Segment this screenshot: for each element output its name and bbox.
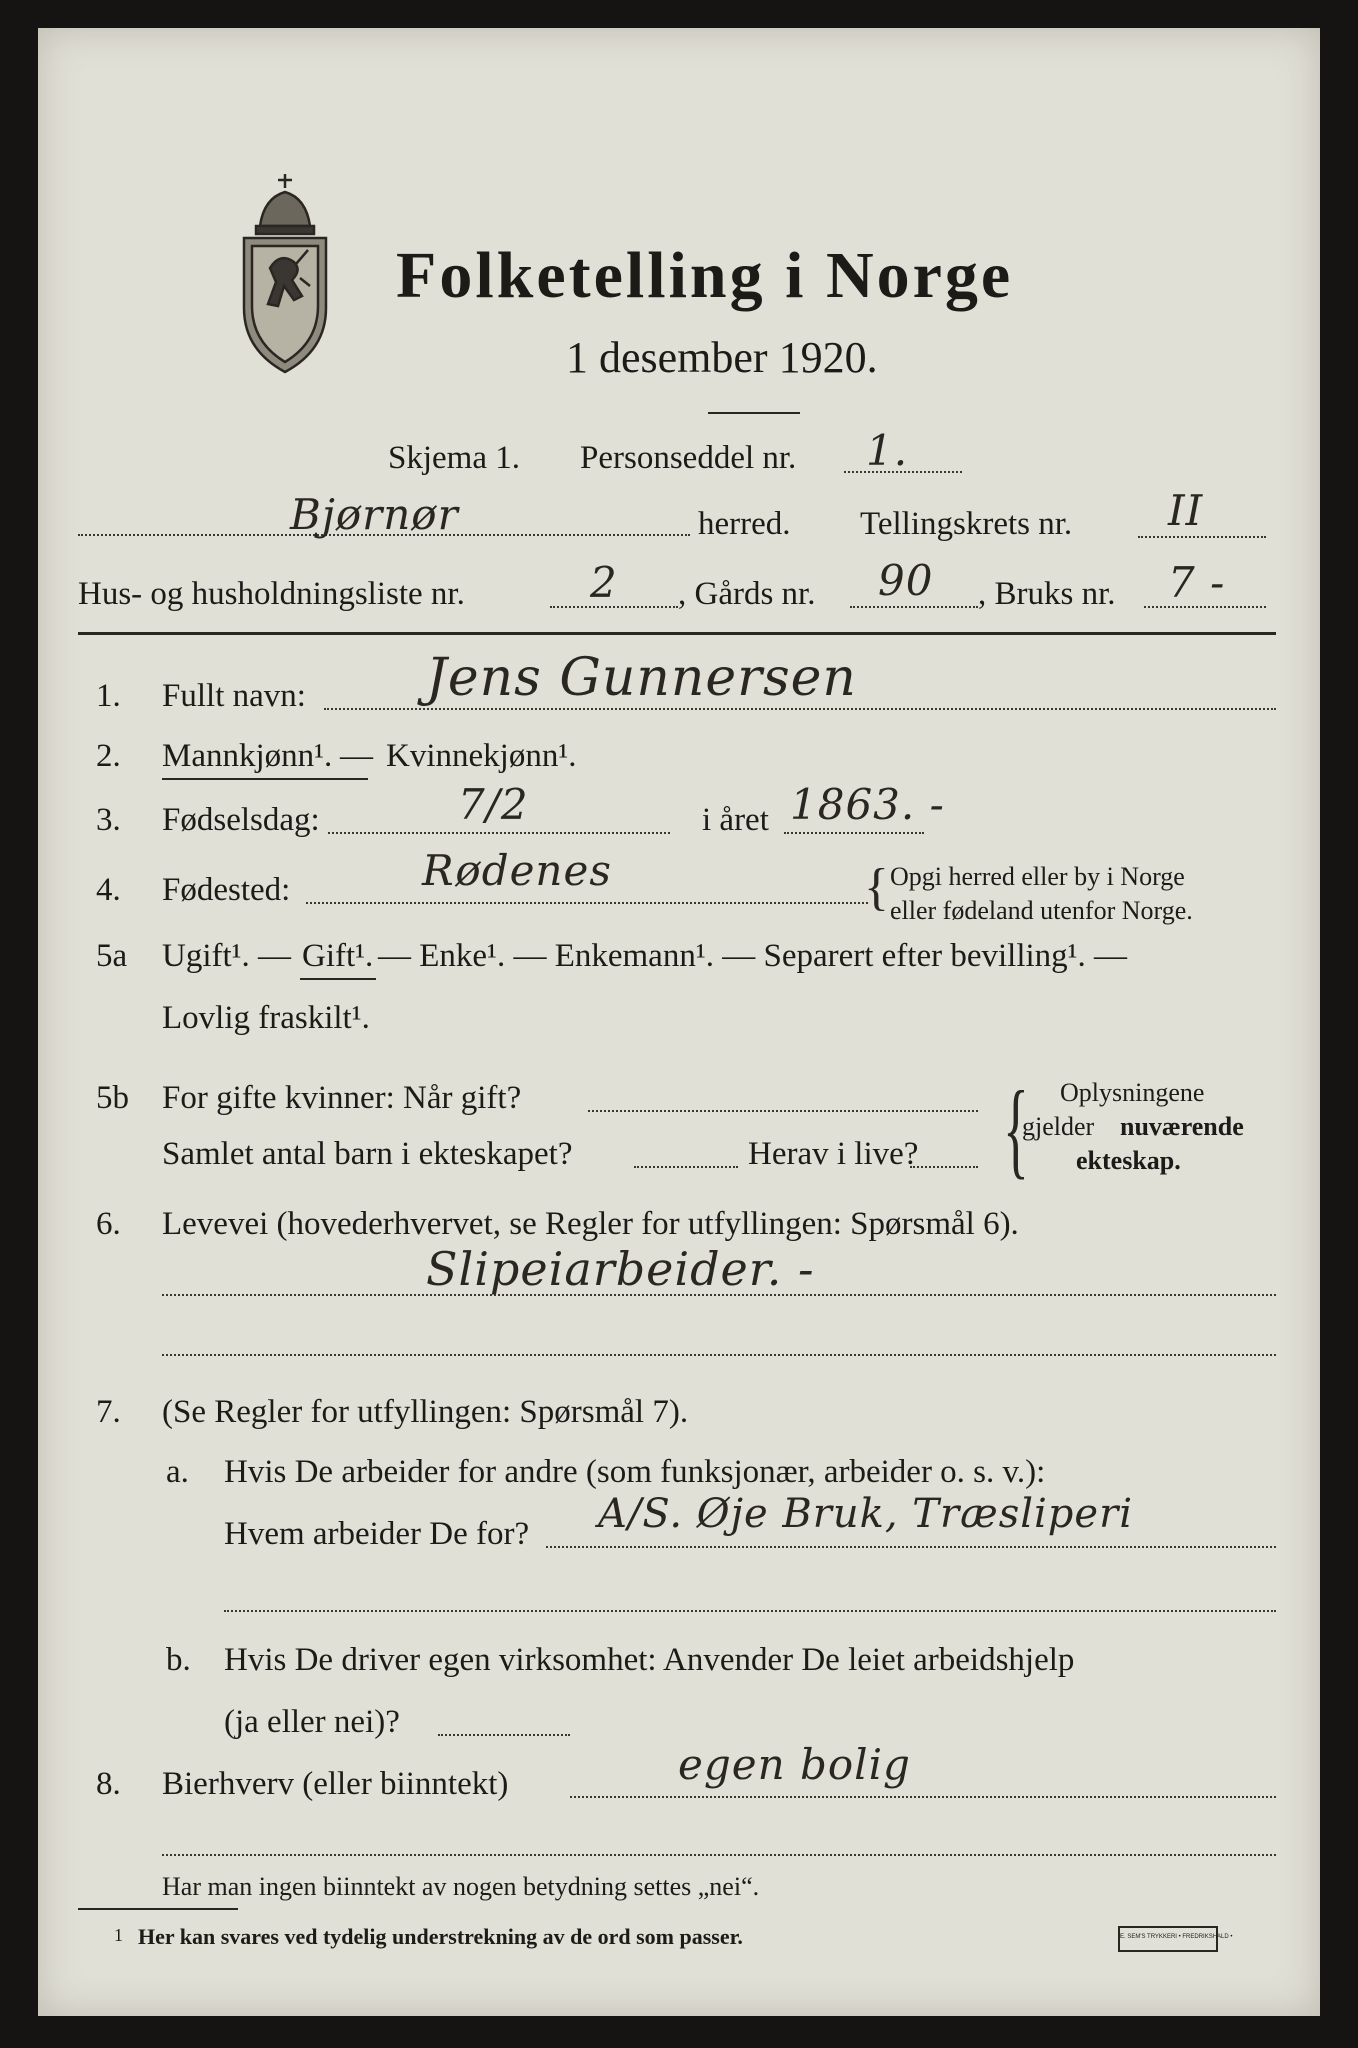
personseddel-label: Personseddel nr. bbox=[580, 440, 797, 476]
q4-note-line2: eller fødeland utenfor Norge. bbox=[890, 896, 1193, 925]
q7a-line2: Hvem arbeider De for? bbox=[224, 1516, 530, 1552]
q7-label: (Se Regler for utfyllingen: Spørsmål 7). bbox=[162, 1394, 689, 1430]
hired-help-field[interactable] bbox=[438, 1734, 570, 1736]
footnote-text: Her kan svares ved tydelig understrekning av de ord som passer. bbox=[138, 1924, 743, 1949]
q5a-ugift-option[interactable]: Ugift¹. — bbox=[162, 938, 292, 974]
q8-number: 8. bbox=[96, 1766, 121, 1802]
bruks-value: 7 - bbox=[1168, 558, 1226, 607]
gards-value: 90 bbox=[878, 556, 934, 605]
q6-label: Levevei (hovederhvervet, se Regler for utfyllingen: Spørsmål 6). bbox=[162, 1206, 1019, 1242]
employer-field-2[interactable] bbox=[224, 1610, 1276, 1612]
q4-note-line1: Opgi herred eller by i Norge bbox=[890, 862, 1185, 891]
q5b-note-line1: Oplysningene bbox=[1060, 1078, 1205, 1107]
q5a-gift-option[interactable]: Gift¹. bbox=[302, 938, 374, 974]
q4-label: Fødested: bbox=[162, 872, 291, 908]
coat-of-arms-icon bbox=[230, 168, 340, 378]
children-alive-field[interactable] bbox=[910, 1166, 978, 1168]
q4-number: 4. bbox=[96, 872, 121, 908]
tellingskrets-field[interactable] bbox=[1138, 536, 1266, 538]
birth-year-value: 1863. - bbox=[790, 780, 945, 829]
birthday-value: 7/2 bbox=[458, 780, 529, 829]
side-income-field-1[interactable] bbox=[570, 1796, 1276, 1798]
full-name-value: Jens Gunnersen bbox=[426, 648, 857, 708]
q7b-line1: Hvis De driver egen virksomhet: Anvender De leiet arbeidshjelp bbox=[224, 1642, 1075, 1678]
form-title: Folketelling i Norge bbox=[396, 239, 1014, 312]
q3-label: Fødselsdag: bbox=[162, 802, 320, 838]
footer-note: Har man ingen biinntekt av nogen betydning settes „nei“. bbox=[162, 1872, 760, 1901]
q2-mann-option[interactable]: Mannkjønn¹. bbox=[162, 738, 333, 774]
employer-value: A/S. Øje Bruk, Træsliperi bbox=[598, 1491, 1133, 1537]
employer-field-1[interactable] bbox=[546, 1546, 1276, 1548]
personseddel-value: 1. bbox=[866, 426, 909, 475]
q2-kvinne-option[interactable]: Kvinnekjønn¹. bbox=[386, 738, 577, 774]
q5a-number: 5a bbox=[96, 938, 128, 974]
q2-number: 2. bbox=[96, 738, 121, 774]
q7b-line2: (ja eller nei)? bbox=[224, 1704, 400, 1740]
q5a-gift-underline bbox=[300, 978, 376, 980]
q5b-number: 5b bbox=[96, 1080, 129, 1116]
q5a-other-options[interactable]: — Enke¹. — Enkemann¹. — Separert efter bevilling¹. — bbox=[378, 938, 1128, 974]
footnote-number: 1 bbox=[114, 1925, 123, 1945]
gards-label: , Gårds nr. bbox=[678, 576, 816, 612]
q3-number: 3. bbox=[96, 802, 121, 838]
header-divider bbox=[78, 632, 1276, 635]
married-date-field[interactable] bbox=[588, 1110, 978, 1112]
husliste-label: Hus- og husholdningsliste nr. bbox=[78, 576, 465, 612]
q6-number: 6. bbox=[96, 1206, 121, 1242]
bruks-label: , Bruks nr. bbox=[978, 576, 1116, 612]
q1-label: Fullt navn: bbox=[162, 678, 306, 714]
q4-brace: { bbox=[864, 859, 889, 916]
q5b-note-line2b: nuværende bbox=[1120, 1112, 1244, 1141]
q2-separator: — bbox=[340, 738, 373, 774]
q2-mann-underline bbox=[162, 778, 368, 780]
full-name-field[interactable] bbox=[324, 708, 1276, 710]
printer-stamp bbox=[1118, 1926, 1233, 1952]
side-income-value: egen bolig bbox=[678, 1740, 911, 1789]
q7a-letter: a. bbox=[166, 1454, 189, 1490]
q8-label: Bierhverv (eller biinntekt) bbox=[162, 1766, 509, 1802]
herred-value: Bjørnør bbox=[290, 490, 459, 539]
birth-year-field[interactable] bbox=[784, 832, 924, 834]
q7-number: 7. bbox=[96, 1394, 121, 1430]
q3-year-label: i året bbox=[702, 802, 769, 838]
census-date: 1 desember 1920. bbox=[566, 333, 878, 382]
q1-number: 1. bbox=[96, 678, 121, 714]
census-form-sheet bbox=[38, 28, 1320, 2016]
footnote-rule bbox=[78, 1908, 238, 1910]
q5b-children-label: Samlet antal barn i ekteskapet? bbox=[162, 1136, 573, 1172]
printer-stamp-text: E. SEM'S TRYKKERI • FREDRIKSHALD • bbox=[1120, 1934, 1233, 1940]
tellingskrets-label: Tellingskrets nr. bbox=[860, 506, 1073, 542]
birthplace-value: Rødenes bbox=[422, 846, 612, 895]
skjema-label: Skjema 1. bbox=[388, 440, 520, 476]
gards-field[interactable] bbox=[850, 606, 978, 608]
tellingskrets-value: II bbox=[1168, 486, 1204, 535]
occupation-value: Slipeiarbeider. - bbox=[426, 1242, 815, 1296]
q5b-alive-label: Herav i live? bbox=[748, 1136, 919, 1172]
occupation-field-2[interactable] bbox=[162, 1354, 1276, 1356]
husliste-value: 2 bbox=[590, 558, 618, 607]
birthplace-field[interactable] bbox=[306, 902, 868, 904]
q5b-note-line3: ekteskap. bbox=[1076, 1146, 1181, 1175]
q5b-note-line2a: gjelder bbox=[1022, 1112, 1095, 1141]
q7a-line1: Hvis De arbeider for andre (som funksjonær, arbeider o. s. v.): bbox=[224, 1454, 1046, 1490]
q5a-fraskilt-option[interactable]: Lovlig fraskilt¹. bbox=[162, 1000, 370, 1036]
herred-label: herred. bbox=[698, 506, 791, 542]
side-income-field-2[interactable] bbox=[162, 1854, 1276, 1856]
birthday-field[interactable] bbox=[328, 832, 670, 834]
title-divider bbox=[708, 412, 800, 414]
children-count-field[interactable] bbox=[634, 1166, 738, 1168]
q5b-brace: { bbox=[1002, 1070, 1029, 1189]
q5b-line1: For gifte kvinner: Når gift? bbox=[162, 1080, 522, 1116]
q7b-letter: b. bbox=[166, 1642, 191, 1678]
